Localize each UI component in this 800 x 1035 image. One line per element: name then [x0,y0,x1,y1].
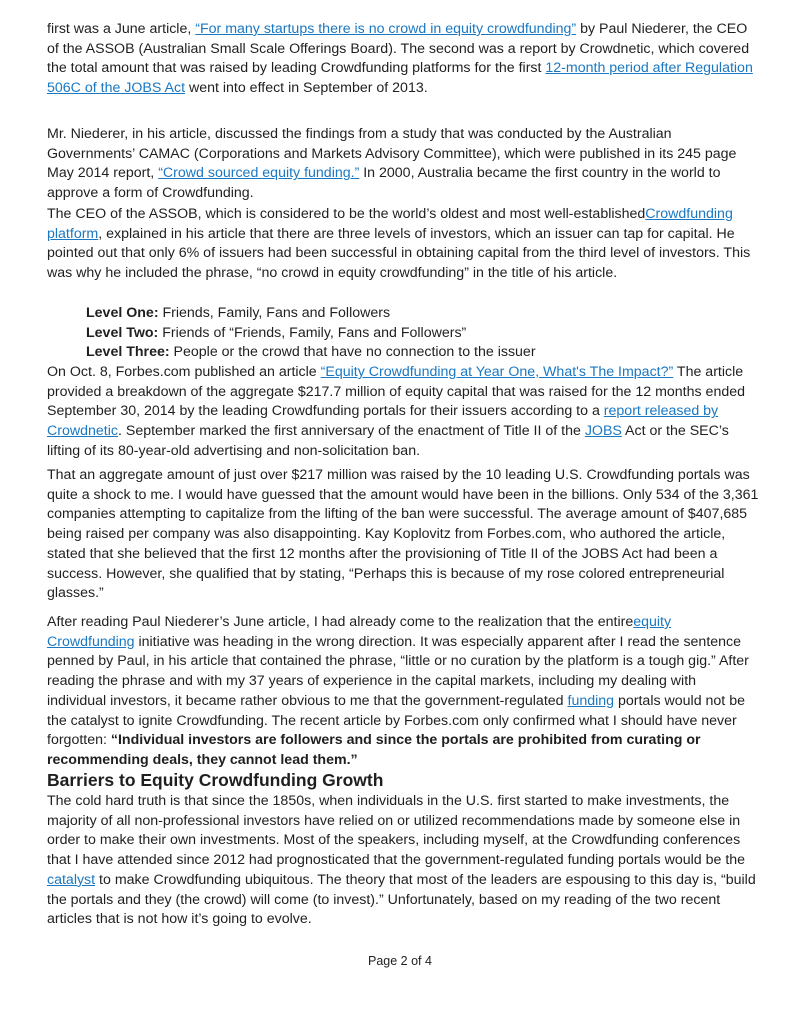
level-one-item [86,304,746,324]
link-equity-crowdfunding-year-one[interactable]: “Equity Crowdfunding at Year One, What's The Impact?” [320,364,674,380]
level-text: Friends of “Friends, Family, Fans and Followers” [158,325,467,341]
link-no-crowd-article[interactable]: “For many startups there is no crowd in equity crowdfunding” [195,21,577,37]
level-text: People or the crowd that have no connection to the issuer [169,344,536,360]
link-regulation-506c[interactable]: 12-month period after Regulation 506C of the JOBS Act [47,60,753,97]
text: . September marked the first anniversary of the enactment of Title II of the [117,423,585,440]
text: portals would not be the catalyst to ignite Crowdfunding. The recent article by Forbes.com only confirmed what I should have never forgotten: [47,692,745,749]
link-crowdfunding-platform[interactable]: Crowdfunding platform [47,206,733,242]
text: The cold hard truth is that since the 1850s, when individuals in the U.S. first started to make investments, the majority of all non-professional investors have relied on or utilized recommendations made by someone else in order to make their own investments. Most of the speakers, including myself, at the Crowdfunding conferences that I have attended since 2012 had prognosticated that the government-regulated funding portals would be the [47,793,746,869]
level-label: Level Two: [86,325,159,341]
text: The article provided a breakdown of the aggregate $217.7 million of equity capital that was raised for the 12 months ended September 30, 2014 by the leading Crowdfunding portals for their issuers according to a [47,364,746,420]
text: first was a June article, [47,21,196,37]
paragraph-camac [47,125,759,204]
link-crowd-sourced-equity[interactable]: “Crowd sourced equity funding.” [158,165,360,182]
bold-quote: “Individual investors are followers and since the portals are prohibited from curating or recommending deals, they cannot lead them.” [47,732,701,768]
link-jobs[interactable]: JOBS [584,423,622,440]
link-funding[interactable]: funding [567,692,615,709]
paragraph-intro [47,20,759,99]
text: In 2000, Australia became the first country in the world to approve a form of Crowdfunding. [47,165,721,202]
paragraph-cold-hard-truth [47,792,759,930]
level-label: Level Three: [86,344,170,360]
section-heading: Barriers to Equity Crowdfunding Growth [47,770,384,790]
text: initiative was heading in the wrong direction. It was especially apparent after I read the sentence penned by Paul, in his article that contained the phrase, “little or no curation by the platform is a tough gig.” After reading the phrase and with my 37 years of experience in the capital markets, including my dealing with individual investors, it became rather obvious to me that the government-regulated [47,633,749,709]
text: went into effect in September of 2013. [185,80,428,97]
page-number: Page 2 of 4 [368,954,432,968]
text: , explained in his article that there are three levels of investors, which an issuer can tap for capital. He pointed out that only 6% of issuers had been successful in obtaining capital from the third level of investors. This was why he included the phrase, “no crowd in equity crowdfunding” in the title of his article. [47,225,751,282]
paragraph-assob [47,205,759,284]
paragraph-curation [47,613,759,771]
link-catalyst[interactable]: catalyst [47,871,96,888]
link-equity-crowdfunding[interactable]: equity Crowdfunding [47,614,672,650]
text: by Paul Niederer, the CEO of the ASSOB (Australian Small Scale Offerings Board). The second was a report by Crowdnetic, which covered the total amount that was raised by leading Crowdfunding platforms for the first [47,21,750,77]
text: Act or the SEC’s lifting of its 80-year-old advertising and non-solicitation ban. [47,423,729,459]
text: The CEO of the ASSOB, which is considered to be the world’s oldest and most well-established [47,206,646,222]
level-two-item [86,324,746,344]
text: Mr. Niederer, in his article, discussed the findings from a study that was conducted by the Australian Governments’ CAMAC (Corporations and Markets Advisory Committee), which were published in its 245 page May 2014 report, [47,126,737,182]
paragraph-aggregate-amount: That an aggregate amount of just over $217 million was raised by the 10 leading U.S. Crowdfunding portals was quite a shock to me. I would have guessed that the amount would have been in the billions. Only 534 of the 3,361 companies attempting to capitalize from the lifting of the ban were successful. The average amount of $407,685 being raised per company was also disappointing. Kay Koplovitz from Forbes.com, who authored the article, stated that she believed that the first 12 months after the provisioning of Title II of the JOBS Act had been a success. However, she qualified that by stating, “Perhaps this is because of my rose colored entrepreneurial glasses.” [47,467,759,602]
link-crowdnetic-report[interactable]: report released by Crowdnetic [47,403,719,440]
text: After reading Paul Niederer’s June article, I had already come to the realization that the entire [47,614,634,630]
level-label: Level One: [86,305,159,321]
paragraph-forbes [47,363,759,462]
text: to make Crowdfunding ubiquitous. The theory that most of the leaders are espousing to this day is, “build the portals and they (the crowd) will come (to invest).” Unfortunately, based on my reading of the two recent articles that is not how it’s going to evolve. [47,871,756,928]
level-text: Friends, Family, Fans and Followers [158,305,391,321]
text: On Oct. 8, Forbes.com published an article [47,364,321,380]
level-three-item [86,343,746,363]
